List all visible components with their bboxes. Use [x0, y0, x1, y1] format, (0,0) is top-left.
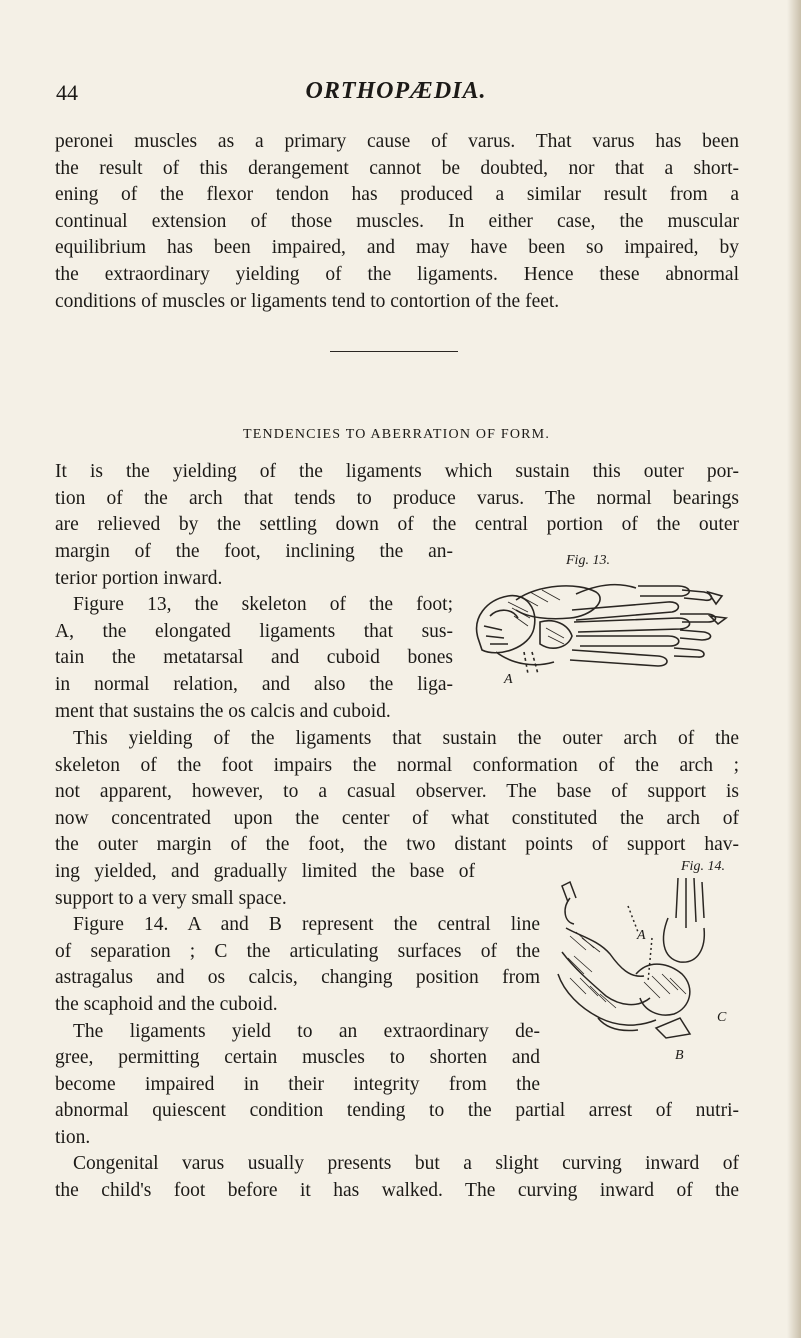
section-divider [330, 351, 458, 352]
figure-13-caption: Fig. 13. [566, 553, 610, 568]
text-line: support to a very small space. [55, 887, 287, 909]
figure-14-label-a: A [637, 928, 646, 943]
running-title: ORTHOPÆDIA. [305, 78, 487, 104]
text-line: of separation ; C the articulating surfaces of the [55, 940, 540, 962]
figure-14-ankle-bones [540, 878, 712, 1048]
running-head [56, 72, 736, 112]
figure-14-label-b: B [675, 1048, 684, 1063]
text-line: become impaired in their integrity from the [55, 1073, 540, 1095]
arch-paragraph-narrow [55, 859, 540, 1098]
text-line: ing yielded, and gradually limited the base of [55, 861, 475, 882]
ligaments-tail [55, 1098, 739, 1151]
text-line: the result of this derangement cannot be doubted, nor that a short- [55, 157, 739, 179]
text-line: are relieved by the settling down of the central portion of the outer [55, 514, 739, 536]
text-line: margin of the foot, inclining the an- [55, 541, 453, 562]
text-line: continual extension of those muscles. In either case, the muscular [55, 210, 739, 232]
text-line: the scaphoid and the cuboid. [55, 993, 278, 1015]
yielding-paragraph [55, 459, 739, 539]
text-line: the child's foot before it has walked. The curving inward of the [55, 1179, 739, 1201]
congenital-paragraph [55, 1151, 739, 1204]
text-line: not apparent, however, to a casual observer. The base of support is [55, 781, 739, 803]
figure-13-label-a: A [504, 672, 513, 687]
text-line: ening of the flexor tendon has produced a similar result from a [55, 184, 739, 206]
text-line: tion. [55, 1126, 91, 1148]
text-line: A, the elongated ligaments that sus- [55, 620, 453, 642]
text-line: This yielding of the ligaments that sustain the outer arch of the [73, 728, 739, 749]
intro-paragraph [55, 129, 739, 315]
text-line: tain the metatarsal and cuboid bones [55, 647, 453, 669]
text-line: tion of the arch that tends to produce varus. The normal bearings [55, 487, 739, 509]
text-line: The ligaments yield to an extraordinary de- [73, 1020, 540, 1042]
text-line: gree, permitting certain muscles to shorten and [55, 1047, 540, 1069]
text-line: Figure 13, the skeleton of the foot; [73, 594, 453, 616]
text-line: conditions of muscles or ligaments tend to contortion of the feet. [55, 290, 560, 312]
section-heading: TENDENCIES TO ABERRATION OF FORM. [242, 427, 551, 442]
text-line: the extraordinary yielding of the ligaments. Hence these abnormal [55, 263, 739, 285]
page-number: 44 [56, 80, 78, 105]
text-line: ment that sustains the os calcis and cuboid. [55, 701, 391, 722]
text-line: Figure 14. A and B represent the central line [73, 914, 540, 936]
text-line: astragalus and os calcis, changing position from [55, 967, 540, 989]
yielding-paragraph-narrow [55, 539, 453, 699]
figure-14-label-c: C [717, 1010, 727, 1025]
figure-14-caption: Fig. 14. [681, 859, 725, 874]
text-line: terior portion inward. [55, 567, 223, 589]
text-line: equilibrium has been impaired, and may have been so impaired, by [55, 237, 739, 259]
text-line: the outer margin of the foot, the two distant points of support hav- [55, 834, 739, 856]
text-line: Congenital varus usually presents but a slight curving inward of [73, 1153, 739, 1174]
text-line: now concentrated upon the center of what constituted the arch of [55, 807, 739, 829]
text-line: peronei muscles as a primary cause of varus. That varus has been [55, 131, 739, 152]
page-edge-shadow [787, 0, 801, 1338]
figure13-tail [55, 699, 739, 726]
text-line: abnormal quiescent condition tending to the partial arrest of nutri- [55, 1100, 739, 1121]
arch-paragraph [55, 726, 739, 859]
text-line: skeleton of the foot impairs the normal conformation of the arch ; [55, 754, 739, 776]
text-line: It is the yielding of the ligaments which sustain this outer por- [55, 461, 739, 482]
text-line: in normal relation, and also the liga- [55, 673, 453, 695]
